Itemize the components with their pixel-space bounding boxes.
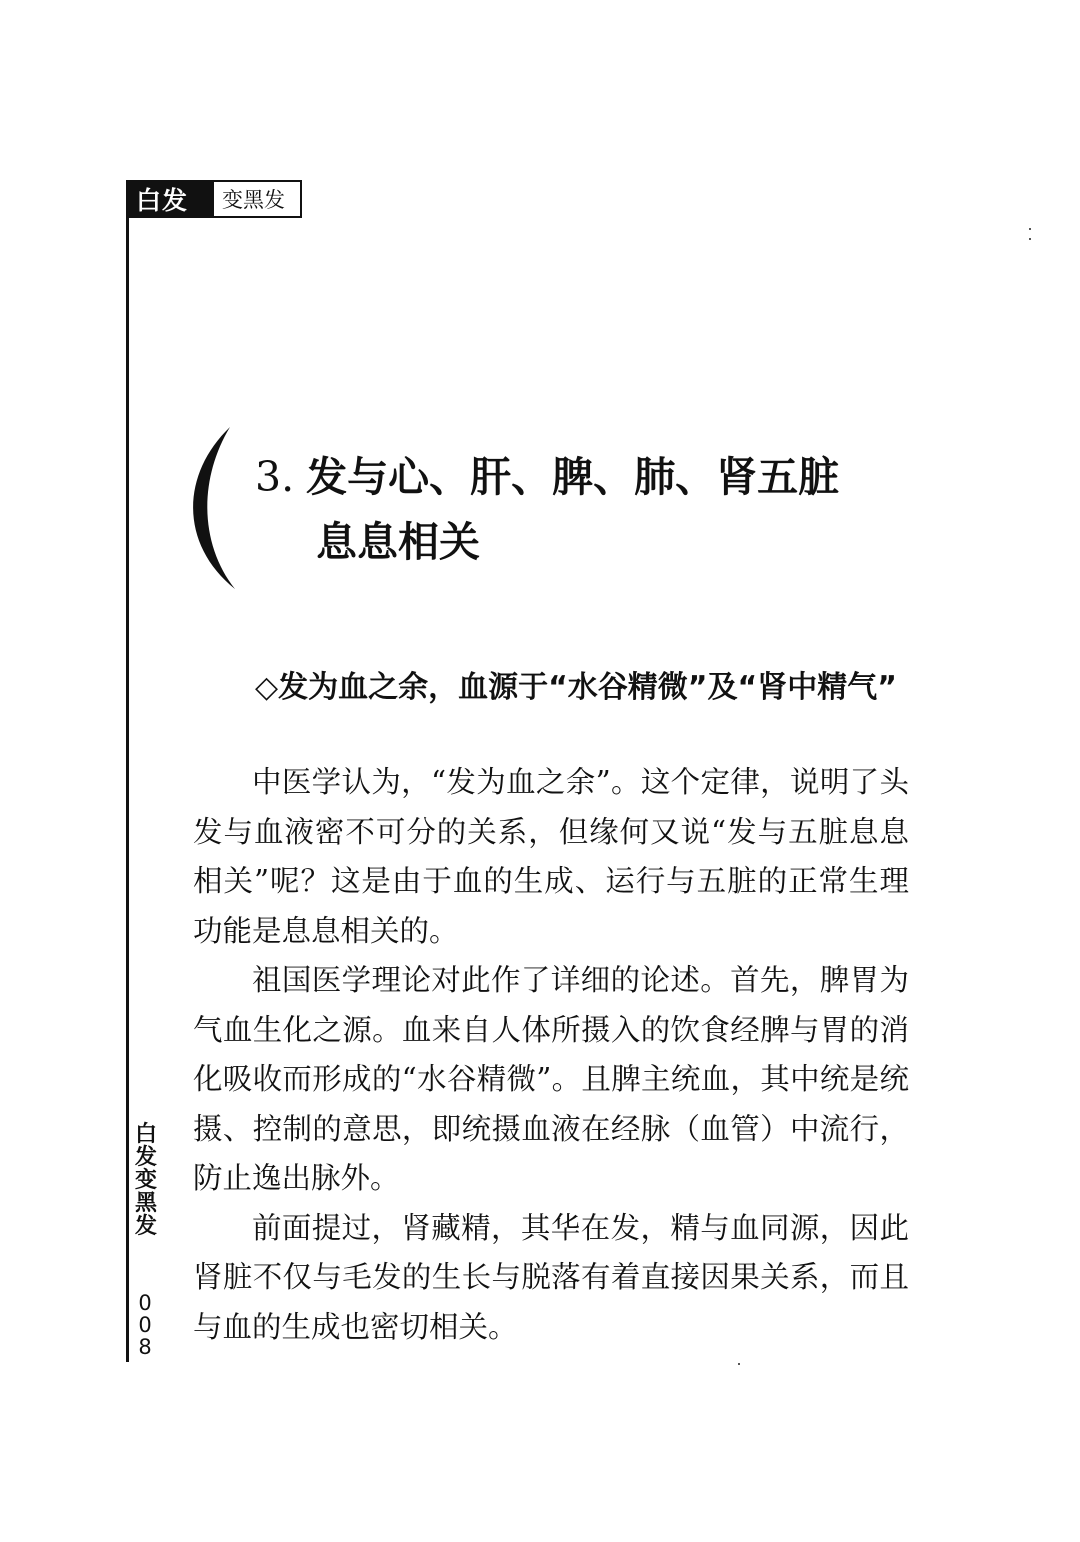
scan-speck	[1029, 228, 1031, 230]
crescent-ornament-icon	[190, 425, 250, 591]
page-digit: 0	[138, 1291, 152, 1315]
paragraph: 前面提过，肾藏精，其华在发，精与血同源，因此肾脏不仅与毛发的生长与脱落有着直接因果关系，而且与血的生成也密切相关。	[193, 1210, 909, 1344]
margin-rule	[126, 218, 129, 1362]
header-tab-white: 变黑发	[214, 180, 302, 218]
scan-speck	[738, 1363, 740, 1365]
side-title-char: 变	[134, 1168, 157, 1193]
side-title-char: 白	[134, 1122, 157, 1147]
chapter-number: 3.	[255, 453, 295, 501]
chapter-title-line2: 息息相关	[316, 518, 480, 566]
page-digit: 0	[138, 1313, 152, 1337]
page-digit: 8	[138, 1335, 152, 1359]
paragraph: 中医学认为，“发为血之余”。这个定律，说明了头发与血液密不可分的关系，但缘何又说“发与五脏息息相关”呢？这是由于血的生成、运行与五脏的正常生理功能是息息相关的。	[193, 765, 909, 948]
scan-speck	[1029, 238, 1031, 240]
paragraph: 祖国医学理论对此作了详细的论述。首先，脾胃为气血生化之源。血来自人体所摄入的饮食经脾与胃的消化吸收而形成的“水谷精微”。且脾主统血，其中统是统摄、控制的意思，即统摄血液在经脉（血管）中流行，防止逸出脉外。	[193, 963, 909, 1195]
side-title-char: 黑	[134, 1191, 157, 1216]
chapter-title-text: 发与心、肝、脾、肺、肾五脏	[306, 453, 840, 501]
running-header	[126, 180, 302, 218]
side-book-title	[133, 1123, 159, 1238]
side-title-char: 发	[134, 1145, 157, 1170]
page-number	[134, 1292, 156, 1358]
chapter-title-line1	[255, 448, 839, 506]
body-text	[193, 758, 909, 1352]
section-heading: ◇发为血之余，血源于“水谷精微”及“肾中精气”	[255, 670, 897, 705]
header-tab-black: 白发	[126, 180, 214, 218]
side-title-char: 发	[134, 1214, 157, 1239]
